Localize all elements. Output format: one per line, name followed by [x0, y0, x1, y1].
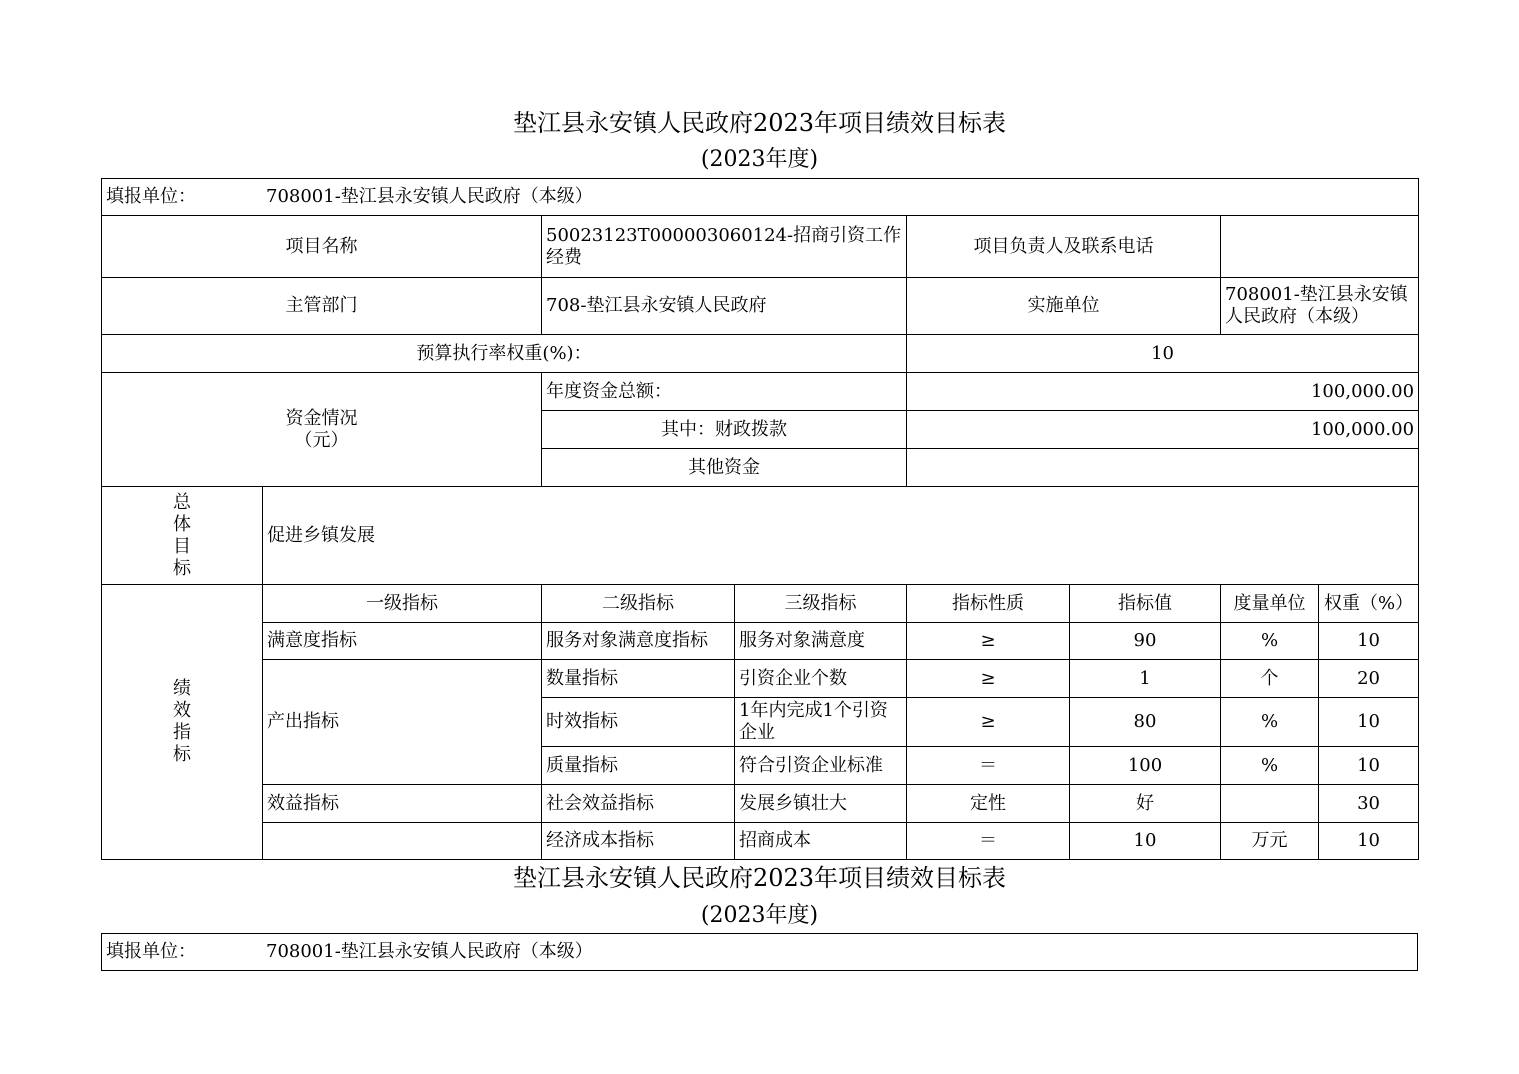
header-value: 指标值 — [1070, 585, 1221, 623]
level2-cell: 质量指标 — [542, 747, 735, 785]
page-title: 垫江县永安镇人民政府2023年项目绩效目标表 — [512, 109, 1007, 137]
value-cell: 90 — [1070, 623, 1221, 660]
funds-label — [102, 373, 542, 487]
level3-cell: 引资企业个数 — [735, 660, 907, 698]
weight-cell: 30 — [1319, 785, 1419, 823]
nature-cell: ≥ — [907, 660, 1070, 698]
goal-char: 总 — [173, 491, 191, 513]
filing-unit-value: 708001-垫江县永安镇人民政府（本级） — [266, 941, 593, 962]
level2-cell: 经济成本指标 — [542, 823, 735, 860]
level1-cell: 满意度指标 — [263, 623, 542, 660]
table-row — [102, 623, 1419, 660]
nature-cell: ≥ — [907, 623, 1070, 660]
filing-unit-row — [102, 934, 1418, 971]
table-row — [102, 823, 1419, 860]
unit-cell: % — [1221, 747, 1319, 785]
nature-cell: ＝ — [907, 823, 1070, 860]
table-row — [102, 785, 1419, 823]
filing-unit-table-repeat — [101, 933, 1418, 971]
filing-unit-row — [102, 179, 1419, 216]
weight-cell: 10 — [1319, 823, 1419, 860]
weight-cell: 10 — [1319, 747, 1419, 785]
unit-cell: % — [1221, 623, 1319, 660]
unit-cell: 个 — [1221, 660, 1319, 698]
header-level2: 二级指标 — [542, 585, 735, 623]
header-level3: 三级指标 — [735, 585, 907, 623]
header-level1: 一级指标 — [263, 585, 542, 623]
contact-label: 项目负责人及联系电话 — [907, 216, 1221, 278]
level3-cell: 招商成本 — [735, 823, 907, 860]
header-nature: 指标性质 — [907, 585, 1070, 623]
weight-cell: 20 — [1319, 660, 1419, 698]
level3-cell: 1年内完成1个引资企业 — [735, 698, 907, 747]
project-name-label: 项目名称 — [102, 216, 542, 278]
unit-cell — [1221, 785, 1319, 823]
value-cell: 80 — [1070, 698, 1221, 747]
level1-cell — [263, 823, 542, 860]
nature-cell: ＝ — [907, 747, 1070, 785]
page-title-repeat: 垫江县永安镇人民政府2023年项目绩效目标表 — [512, 864, 1007, 892]
funds-label-line2: （元） — [294, 429, 349, 451]
nature-cell: ≥ — [907, 698, 1070, 747]
other-funds-value — [907, 449, 1419, 487]
budget-weight-value: 10 — [907, 335, 1419, 373]
level2-cell: 社会效益指标 — [542, 785, 735, 823]
goal-char: 目 — [173, 535, 191, 557]
dept-value: 708-垫江县永安镇人民政府 — [542, 278, 907, 335]
value-cell: 10 — [1070, 823, 1221, 860]
budget-weight-label: 预算执行率权重(%)： — [102, 335, 907, 373]
page-subtitle-repeat: (2023年度) — [700, 903, 819, 928]
table-row — [102, 660, 1419, 698]
header-weight: 权重（%） — [1319, 585, 1419, 623]
impl-unit-value: 708001-垫江县永安镇人民政府（本级） — [1221, 278, 1419, 335]
impl-unit-label: 实施单位 — [907, 278, 1221, 335]
overall-goal-label — [102, 487, 263, 585]
level1-cell: 产出指标 — [263, 660, 542, 785]
indicator-char: 效 — [173, 700, 191, 721]
project-name-value: 50023123T000003060124-招商引资工作经费 — [542, 216, 907, 278]
value-cell: 100 — [1070, 747, 1221, 785]
filing-unit-label: 填报单位： — [106, 941, 196, 962]
level1-cell: 效益指标 — [263, 785, 542, 823]
filing-unit-value: 708001-垫江县永安镇人民政府（本级） — [266, 186, 593, 207]
value-cell: 1 — [1070, 660, 1221, 698]
level3-cell: 符合引资企业标准 — [735, 747, 907, 785]
weight-cell: 10 — [1319, 623, 1419, 660]
funds-label-line1: 资金情况 — [285, 407, 358, 429]
performance-table — [101, 178, 1419, 860]
level2-cell: 服务对象满意度指标 — [542, 623, 735, 660]
level2-cell: 数量指标 — [542, 660, 735, 698]
unit-cell: % — [1221, 698, 1319, 747]
total-funds-label: 年度资金总额： — [542, 373, 907, 411]
dept-label: 主管部门 — [102, 278, 542, 335]
indicators-label — [102, 585, 263, 860]
unit-cell: 万元 — [1221, 823, 1319, 860]
indicator-char: 绩 — [173, 678, 191, 699]
goal-char: 标 — [173, 557, 191, 579]
overall-goal-text: 促进乡镇发展 — [263, 487, 1419, 585]
level3-cell: 发展乡镇壮大 — [735, 785, 907, 823]
value-cell: 好 — [1070, 785, 1221, 823]
weight-cell: 10 — [1319, 698, 1419, 747]
total-funds-value: 100,000.00 — [907, 373, 1419, 411]
other-funds-label: 其他资金 — [542, 449, 907, 487]
indicator-char: 指 — [173, 722, 191, 743]
contact-value — [1221, 216, 1419, 278]
goal-char: 体 — [173, 513, 191, 535]
page-subtitle: (2023年度) — [700, 147, 819, 172]
level3-cell: 服务对象满意度 — [735, 623, 907, 660]
filing-unit-label: 填报单位： — [106, 186, 196, 207]
level2-cell: 时效指标 — [542, 698, 735, 747]
fiscal-funds-value: 100,000.00 — [907, 411, 1419, 449]
indicator-char: 标 — [173, 744, 191, 765]
fiscal-funds-label: 其中：财政拨款 — [542, 411, 907, 449]
header-unit: 度量单位 — [1221, 585, 1319, 623]
nature-cell: 定性 — [907, 785, 1070, 823]
